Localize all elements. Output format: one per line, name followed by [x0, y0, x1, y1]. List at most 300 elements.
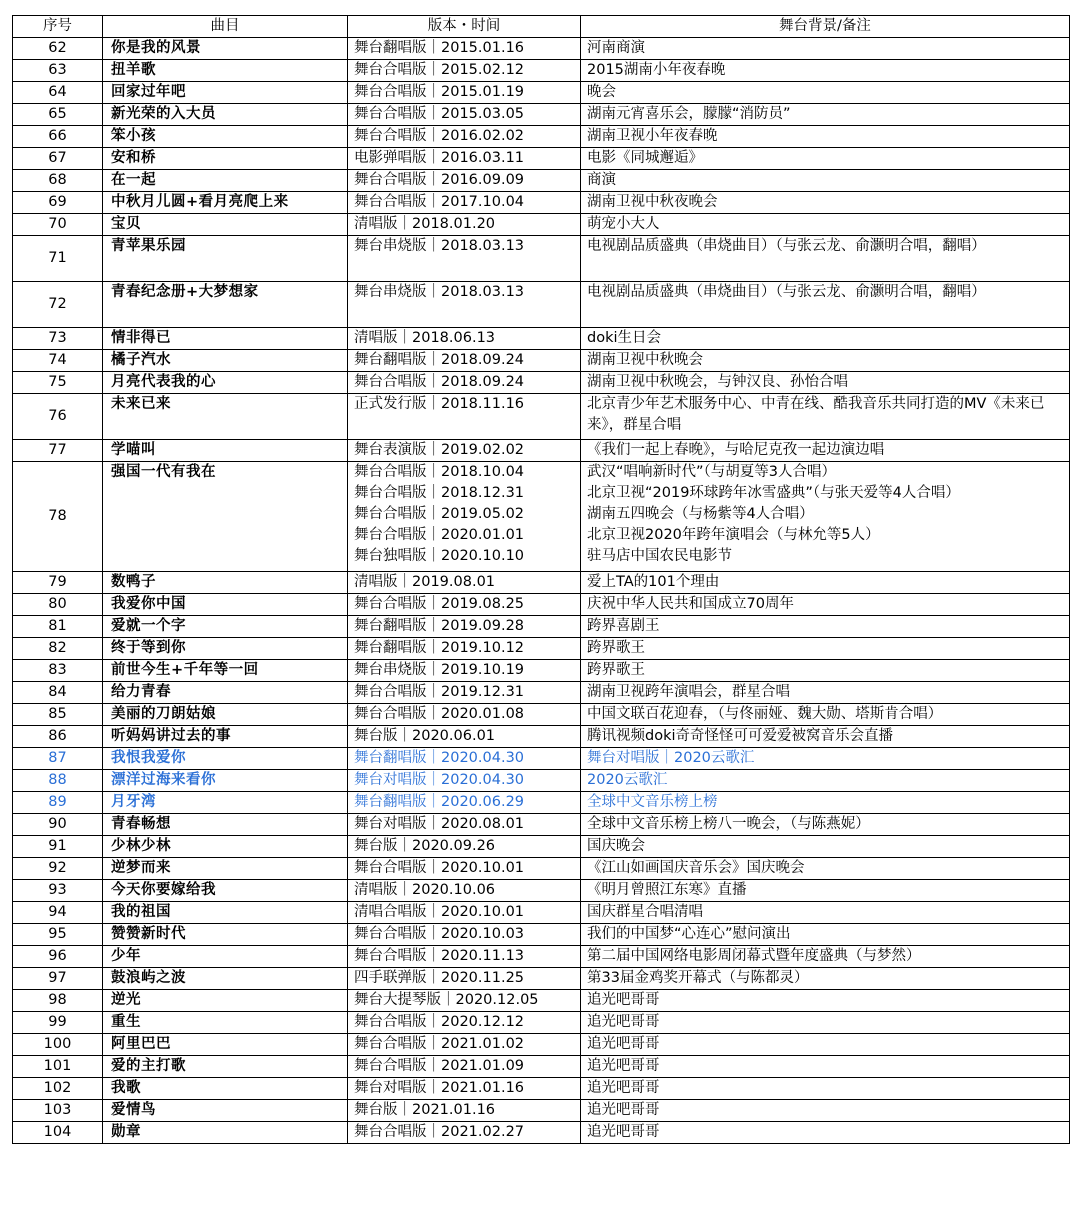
stage-notes: [581, 214, 1070, 236]
song-title: 我爱你中国: [103, 594, 348, 616]
note-line: 追光吧哥哥: [587, 1102, 660, 1118]
stage-notes: [581, 924, 1070, 946]
song-title: 笨小孩: [103, 126, 348, 148]
version-date: [348, 38, 581, 60]
table-row: [13, 880, 1070, 902]
row-index: 82: [13, 638, 103, 660]
version-line: 舞台合唱版｜2020.11.13: [354, 948, 525, 964]
table-row: [13, 148, 1070, 170]
version-date: [348, 282, 581, 328]
song-title: 赞赞新时代: [103, 924, 348, 946]
table-body: [13, 38, 1070, 1144]
song-title: 我歌: [103, 1078, 348, 1100]
note-line: 追光吧哥哥: [587, 1058, 660, 1074]
table-row: [13, 594, 1070, 616]
stage-notes: [581, 880, 1070, 902]
table-row: [13, 328, 1070, 350]
song-title: 我恨我爱你: [103, 748, 348, 770]
version-date: [348, 682, 581, 704]
row-index: 70: [13, 214, 103, 236]
stage-notes: [581, 440, 1070, 462]
song-title: 爱情鸟: [103, 1100, 348, 1122]
note-line: 全球中文音乐榜上榜八一晚会，（与陈燕妮）: [587, 816, 870, 832]
version-date: [348, 1122, 581, 1144]
table-row: [13, 572, 1070, 594]
version-date: [348, 214, 581, 236]
note-line: 第33届金鸡奖开幕式（与陈都灵）: [587, 970, 809, 986]
table-row: [13, 1012, 1070, 1034]
version-date: [348, 572, 581, 594]
version-line: 舞台合唱版｜2018.09.24: [354, 374, 525, 390]
table-row: [13, 968, 1070, 990]
note-line: 第二届中国网络电影周闭幕式暨年度盛典（与梦然）: [587, 948, 921, 964]
version-line: 舞台合唱版｜2020.10.03: [354, 926, 525, 942]
note-line: 萌宠小大人: [587, 216, 660, 232]
table-row: [13, 440, 1070, 462]
song-title: 未来已来: [103, 394, 348, 440]
table-row: [13, 1122, 1070, 1144]
note-line: 国庆晚会: [587, 838, 645, 854]
song-title: 月牙湾: [103, 792, 348, 814]
version-date: [348, 814, 581, 836]
version-line: 舞台合唱版｜2020.12.12: [354, 1014, 525, 1030]
table-row: [13, 104, 1070, 126]
table-row: [13, 1078, 1070, 1100]
row-index: 78: [13, 462, 103, 572]
version-date: [348, 660, 581, 682]
stage-notes: [581, 682, 1070, 704]
stage-notes: [581, 104, 1070, 126]
version-line: 舞台串烧版｜2018.03.13: [354, 284, 525, 300]
version-date: [348, 126, 581, 148]
row-index: 91: [13, 836, 103, 858]
table-row: [13, 726, 1070, 748]
version-line: 舞台合唱版｜2015.03.05: [354, 106, 525, 122]
table-row: [13, 990, 1070, 1012]
stage-notes: [581, 170, 1070, 192]
version-line: 清唱版｜2018.01.20: [354, 216, 496, 232]
stage-notes: [581, 946, 1070, 968]
table-row: [13, 82, 1070, 104]
row-index: 88: [13, 770, 103, 792]
version-date: [348, 440, 581, 462]
version-date: [348, 148, 581, 170]
version-date: [348, 792, 581, 814]
note-line: 2015湖南小年夜春晚: [587, 62, 726, 78]
version-line: 舞台合唱版｜2019.05.02: [354, 506, 525, 522]
stage-notes: [581, 60, 1070, 82]
note-line: 庆祝中华人民共和国成立70周年: [587, 596, 794, 612]
stage-notes: [581, 990, 1070, 1012]
version-line: 舞台翻唱版｜2020.06.29: [354, 794, 525, 810]
header-index: 序号: [13, 16, 103, 38]
table-row: [13, 792, 1070, 814]
version-line: 清唱合唱版｜2020.10.01: [354, 904, 525, 920]
row-index: 99: [13, 1012, 103, 1034]
song-title: 前世今生+千年等一回: [103, 660, 348, 682]
note-line: 湖南五四晚会（与杨紫等4人合唱）: [587, 506, 814, 522]
header-version-date: 版本・时间: [348, 16, 581, 38]
table-row: [13, 126, 1070, 148]
version-date: [348, 902, 581, 924]
stage-notes: [581, 902, 1070, 924]
version-date: [348, 82, 581, 104]
version-line: 舞台对唱版｜2020.04.30: [354, 772, 525, 788]
row-index: 65: [13, 104, 103, 126]
header-row: [13, 16, 1070, 38]
note-line: 2020云歌汇: [587, 772, 668, 788]
note-line: 国庆群星合唱清唱: [587, 904, 703, 920]
stage-notes: [581, 792, 1070, 814]
song-title: 回家过年吧: [103, 82, 348, 104]
version-date: [348, 328, 581, 350]
version-line: 舞台版｜2021.01.16: [354, 1102, 496, 1118]
song-title: 勋章: [103, 1122, 348, 1144]
note-line: 湖南卫视中秋夜晚会: [587, 194, 718, 210]
version-date: [348, 104, 581, 126]
song-title: 重生: [103, 1012, 348, 1034]
row-index: 90: [13, 814, 103, 836]
note-line: 全球中文音乐榜上榜: [587, 794, 718, 810]
stage-notes: [581, 236, 1070, 282]
song-title: 今天你要嫁给我: [103, 880, 348, 902]
table-row: [13, 748, 1070, 770]
row-index: 98: [13, 990, 103, 1012]
song-title: 在一起: [103, 170, 348, 192]
stage-notes: [581, 328, 1070, 350]
header-notes: 舞台背景/备注: [581, 16, 1070, 38]
row-index: 77: [13, 440, 103, 462]
note-line: 舞台对唱版｜2020云歌汇: [587, 750, 755, 766]
version-date: [348, 1034, 581, 1056]
song-title: 鼓浪屿之波: [103, 968, 348, 990]
note-line: 北京卫视2020年跨年演唱会（与林允等5人）: [587, 527, 880, 543]
stage-notes: [581, 704, 1070, 726]
row-index: 72: [13, 282, 103, 328]
stage-notes: [581, 836, 1070, 858]
version-line: 舞台合唱版｜2021.01.09: [354, 1058, 525, 1074]
stage-notes: [581, 126, 1070, 148]
header-title: 曲目: [103, 16, 348, 38]
version-date: [348, 858, 581, 880]
note-line: doki生日会: [587, 330, 662, 346]
song-title: 中秋月儿圆+看月亮爬上来: [103, 192, 348, 214]
version-line: 舞台合唱版｜2019.08.25: [354, 596, 525, 612]
stage-notes: [581, 1012, 1070, 1034]
stage-notes: [581, 594, 1070, 616]
version-line: 舞台串烧版｜2018.03.13: [354, 238, 525, 254]
stage-notes: [581, 282, 1070, 328]
version-date: [348, 836, 581, 858]
note-line: 《我们一起上春晚》，与哈尼克孜一起边演边唱: [587, 442, 885, 458]
row-index: 81: [13, 616, 103, 638]
stage-notes: [581, 1122, 1070, 1144]
version-line: 舞台翻唱版｜2020.04.30: [354, 750, 525, 766]
row-index: 95: [13, 924, 103, 946]
song-title: 青春纪念册+大梦想家: [103, 282, 348, 328]
note-line: 湖南卫视中秋晚会，与钟汉良、孙怡合唱: [587, 374, 848, 390]
song-table: [12, 15, 1070, 1144]
version-line: 清唱版｜2018.06.13: [354, 330, 496, 346]
version-line: 舞台翻唱版｜2015.01.16: [354, 40, 525, 56]
stage-notes: [581, 726, 1070, 748]
table-row: [13, 704, 1070, 726]
table-row: [13, 214, 1070, 236]
table-row: [13, 38, 1070, 60]
stage-notes: [581, 462, 1070, 572]
version-line: 舞台合唱版｜2018.12.31: [354, 485, 525, 501]
version-line: 舞台翻唱版｜2019.09.28: [354, 618, 525, 634]
table-row: [13, 902, 1070, 924]
version-line: 舞台合唱版｜2016.09.09: [354, 172, 525, 188]
row-index: 80: [13, 594, 103, 616]
stage-notes: [581, 814, 1070, 836]
version-line: 四手联弹版｜2020.11.25: [354, 970, 525, 986]
note-line: 追光吧哥哥: [587, 992, 660, 1008]
note-line: 我们的中国梦“心连心”慰问演出: [587, 926, 791, 942]
version-date: [348, 372, 581, 394]
song-title: 新光荣的入大员: [103, 104, 348, 126]
row-index: 96: [13, 946, 103, 968]
note-line: 河南商演: [587, 40, 645, 56]
version-date: [348, 616, 581, 638]
table-row: [13, 372, 1070, 394]
version-line: 舞台合唱版｜2020.10.01: [354, 860, 525, 876]
version-line: 舞台合唱版｜2019.12.31: [354, 684, 525, 700]
version-line: 正式发行版｜2018.11.16: [354, 396, 525, 412]
row-index: 64: [13, 82, 103, 104]
table-row: [13, 170, 1070, 192]
stage-notes: [581, 192, 1070, 214]
row-index: 62: [13, 38, 103, 60]
version-line: 舞台版｜2020.09.26: [354, 838, 496, 854]
stage-notes: [581, 148, 1070, 170]
table-row: [13, 858, 1070, 880]
note-line: 跨界喜剧王: [587, 618, 660, 634]
version-date: [348, 638, 581, 660]
row-index: 74: [13, 350, 103, 372]
version-line: 舞台合唱版｜2018.10.04: [354, 464, 525, 480]
stage-notes: [581, 1078, 1070, 1100]
version-date: [348, 1100, 581, 1122]
row-index: 92: [13, 858, 103, 880]
version-line: 舞台合唱版｜2021.01.02: [354, 1036, 525, 1052]
version-date: [348, 192, 581, 214]
song-title: 我的祖国: [103, 902, 348, 924]
version-date: [348, 594, 581, 616]
note-line: 晚会: [587, 84, 616, 100]
row-index: 103: [13, 1100, 103, 1122]
table-row: [13, 770, 1070, 792]
table-row: [13, 350, 1070, 372]
stage-notes: [581, 82, 1070, 104]
song-title: 学喵叫: [103, 440, 348, 462]
row-index: 94: [13, 902, 103, 924]
song-title: 宝贝: [103, 214, 348, 236]
version-line: 清唱版｜2020.10.06: [354, 882, 496, 898]
stage-notes: [581, 350, 1070, 372]
song-title: 爱的主打歌: [103, 1056, 348, 1078]
row-index: 83: [13, 660, 103, 682]
row-index: 75: [13, 372, 103, 394]
version-line: 舞台对唱版｜2020.08.01: [354, 816, 525, 832]
row-index: 68: [13, 170, 103, 192]
stage-notes: [581, 1056, 1070, 1078]
table-row: [13, 1100, 1070, 1122]
table-row: [13, 1034, 1070, 1056]
version-date: [348, 1012, 581, 1034]
version-date: [348, 462, 581, 572]
row-index: 63: [13, 60, 103, 82]
table-row: [13, 660, 1070, 682]
row-index: 89: [13, 792, 103, 814]
version-line: 电影弹唱版｜2016.03.11: [354, 150, 525, 166]
note-line: 北京卫视“2019环球跨年冰雪盛典”（与张天爱等4人合唱）: [587, 485, 960, 501]
stage-notes: [581, 616, 1070, 638]
stage-notes: [581, 638, 1070, 660]
note-line: 爱上TA的101个理由: [587, 574, 720, 590]
row-index: 73: [13, 328, 103, 350]
note-line: 追光吧哥哥: [587, 1036, 660, 1052]
song-title: 强国一代有我在: [103, 462, 348, 572]
table-row: [13, 394, 1070, 440]
stage-notes: [581, 858, 1070, 880]
note-line: 湖南卫视小年夜春晚: [587, 128, 718, 144]
stage-notes: [581, 372, 1070, 394]
version-line: 舞台合唱版｜2015.02.12: [354, 62, 525, 78]
version-line: 舞台翻唱版｜2018.09.24: [354, 352, 525, 368]
version-date: [348, 170, 581, 192]
row-index: 97: [13, 968, 103, 990]
song-title: 扭羊歌: [103, 60, 348, 82]
version-line: 舞台合唱版｜2020.01.08: [354, 706, 525, 722]
note-line: 追光吧哥哥: [587, 1080, 660, 1096]
stage-notes: [581, 770, 1070, 792]
song-title: 数鸭子: [103, 572, 348, 594]
song-title: 爱就一个字: [103, 616, 348, 638]
version-date: [348, 946, 581, 968]
version-date: [348, 968, 581, 990]
table-row: [13, 682, 1070, 704]
note-line: 湖南卫视跨年演唱会，群星合唱: [587, 684, 790, 700]
version-date: [348, 770, 581, 792]
song-title: 少年: [103, 946, 348, 968]
note-line: 驻马店中国农民电影节: [587, 548, 732, 564]
note-line: 湖南卫视中秋晚会: [587, 352, 703, 368]
version-line: 舞台合唱版｜2017.10.04: [354, 194, 525, 210]
version-line: 舞台翻唱版｜2019.10.12: [354, 640, 525, 656]
song-title: 少林少林: [103, 836, 348, 858]
note-line: 跨界歌王: [587, 640, 645, 656]
note-line: 北京青少年艺术服务中心、中青在线、酷我音乐共同打造的MV《未来已来》，群星合唱: [587, 396, 1045, 433]
table-row: [13, 462, 1070, 572]
song-title: 听妈妈讲过去的事: [103, 726, 348, 748]
note-line: 商演: [587, 172, 616, 188]
row-index: 85: [13, 704, 103, 726]
version-line: 舞台串烧版｜2019.10.19: [354, 662, 525, 678]
row-index: 84: [13, 682, 103, 704]
note-line: 《明月曾照江东寒》直播: [587, 882, 747, 898]
version-date: [348, 704, 581, 726]
table-row: [13, 638, 1070, 660]
row-index: 102: [13, 1078, 103, 1100]
version-date: [348, 60, 581, 82]
table-row: [13, 60, 1070, 82]
song-title: 阿里巴巴: [103, 1034, 348, 1056]
note-line: 《江山如画国庆音乐会》国庆晚会: [587, 860, 805, 876]
version-line: 清唱版｜2019.08.01: [354, 574, 496, 590]
version-line: 舞台合唱版｜2015.01.19: [354, 84, 525, 100]
version-line: 舞台独唱版｜2020.10.10: [354, 548, 525, 564]
stage-notes: [581, 748, 1070, 770]
stage-notes: [581, 1034, 1070, 1056]
version-date: [348, 1056, 581, 1078]
song-title: 情非得已: [103, 328, 348, 350]
row-index: 104: [13, 1122, 103, 1144]
note-line: 跨界歌王: [587, 662, 645, 678]
row-index: 100: [13, 1034, 103, 1056]
note-line: 湖南元宵喜乐会，朦朦“消防员”: [587, 106, 791, 122]
version-date: [348, 924, 581, 946]
note-line: 电视剧品质盛典（串烧曲目）（与张云龙、俞灏明合唱，翻唱）: [587, 238, 986, 254]
row-index: 101: [13, 1056, 103, 1078]
version-line: 舞台对唱版｜2021.01.16: [354, 1080, 525, 1096]
song-title: 给力青春: [103, 682, 348, 704]
note-line: 追光吧哥哥: [587, 1014, 660, 1030]
table-row: [13, 282, 1070, 328]
note-line: 腾讯视频doki奇奇怪怪可可爱爱被窝音乐会直播: [587, 728, 893, 744]
row-index: 79: [13, 572, 103, 594]
table-row: [13, 946, 1070, 968]
version-line: 舞台合唱版｜2021.02.27: [354, 1124, 525, 1140]
row-index: 69: [13, 192, 103, 214]
stage-notes: [581, 572, 1070, 594]
song-title: 逆梦而来: [103, 858, 348, 880]
song-title: 漂洋过海来看你: [103, 770, 348, 792]
version-line: 舞台表演版｜2019.02.02: [354, 442, 525, 458]
row-index: 86: [13, 726, 103, 748]
table-row: [13, 236, 1070, 282]
row-index: 66: [13, 126, 103, 148]
song-title: 安和桥: [103, 148, 348, 170]
version-line: 舞台合唱版｜2020.01.01: [354, 527, 525, 543]
note-line: 武汉“唱响新时代”（与胡夏等3人合唱）: [587, 464, 836, 480]
table-row: [13, 814, 1070, 836]
song-title: 逆光: [103, 990, 348, 1012]
stage-notes: [581, 394, 1070, 440]
song-title: 终于等到你: [103, 638, 348, 660]
row-index: 93: [13, 880, 103, 902]
stage-notes: [581, 38, 1070, 60]
song-title: 青苹果乐园: [103, 236, 348, 282]
version-date: [348, 350, 581, 372]
note-line: 追光吧哥哥: [587, 1124, 660, 1140]
note-line: 电影《同城邂逅》: [587, 150, 703, 166]
song-title: 你是我的风景: [103, 38, 348, 60]
note-line: 电视剧品质盛典（串烧曲目）（与张云龙、俞灏明合唱，翻唱）: [587, 284, 986, 300]
song-title: 美丽的刀朗姑娘: [103, 704, 348, 726]
stage-notes: [581, 968, 1070, 990]
row-index: 67: [13, 148, 103, 170]
version-date: [348, 236, 581, 282]
note-line: 中国文联百花迎春，（与佟丽娅、魏大勋、塔斯肯合唱）: [587, 706, 943, 722]
table-row: [13, 924, 1070, 946]
version-line: 舞台版｜2020.06.01: [354, 728, 496, 744]
song-title: 青春畅想: [103, 814, 348, 836]
row-index: 87: [13, 748, 103, 770]
row-index: 71: [13, 236, 103, 282]
version-date: [348, 726, 581, 748]
